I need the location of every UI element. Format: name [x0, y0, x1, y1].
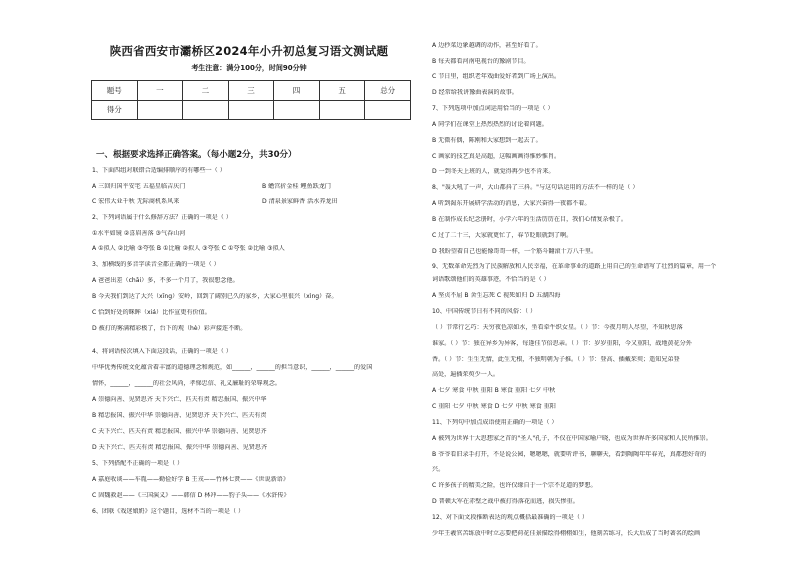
option-line: A 听到渴东开展研学活动的消息，大家兴奋得一夜都不着。 — [432, 200, 591, 207]
question-line: 2、下列词语属于什么修辞方法？正确的一项是（ ） — [92, 214, 232, 221]
option-line: B 蟾宫折金桂 鲤鱼跃龙门 — [262, 183, 331, 190]
option-line: C 恰到好处的眯眸（xiá）比作宣更有价值。 — [92, 309, 211, 316]
question-line: 3、加横线的多音字读音全都正确的一项是（ ） — [92, 261, 220, 268]
score-table-header-row — [92, 81, 411, 101]
score-cell: 三 — [228, 81, 274, 101]
option-line: C 重阳 七夕 中秋 寒食 D 七夕 中秋 寒食 重阳 — [432, 403, 556, 410]
option-line: D 我盼望着自己也能像哥哥一样，一个筋斗翻滚十万八千里。 — [432, 248, 598, 255]
question-line: 谁家。（ ）节：独在异乡为异客，每逢佳节倍思亲。（ ）节：岁岁重阳，今又重阳，战地黄花分外 — [432, 340, 692, 347]
option-line: D 经常给我讲豫曲表演的故事。 — [432, 89, 518, 96]
question-line: 情怀，______，______的社会风尚，孝悌忠信、礼义廉耻的荣辱观念。 — [92, 380, 281, 387]
question-line: 高处，遍插茱萸少一人。 — [432, 371, 500, 378]
option-line: C 固魏救赵——《三国演义》——韩信 D 林冲——豹子头——《水浒传》 — [92, 492, 290, 499]
score-input-cell[interactable] — [365, 100, 411, 120]
score-cell: 四 — [274, 81, 320, 101]
option-line: D 清泉景家鲜香 活水养龙田 — [262, 198, 338, 205]
score-cell: 五 — [319, 81, 365, 101]
score-table-score-row — [92, 100, 411, 120]
option-line: A 崇德向善、见贤思齐 天下兴亡、匹夫有责 精忠报国、振兴中华 — [92, 396, 267, 403]
option-line: D 被打的雾满精彩极了，台下的观（hè）彩声接连不断。 — [92, 325, 247, 332]
question-line: 词语歌颂他们的英雄事迹，不恰当的是（ ） — [432, 276, 550, 283]
option-line: B 在制作成长纪念册时，小学六年的生活历历在目，我们心情复杂极了。 — [432, 216, 628, 223]
option-line: C 画家的技艺真是高超，这幅画画得惟妙惟肖。 — [432, 153, 561, 160]
option-line: A 嘉庭收谈——车胤——勤俭好学 B 王戎——竹林七贤——《世说新语》 — [92, 476, 289, 483]
option-line: A 三回归国平安宅 五福星临吉庆门 — [92, 183, 186, 190]
option-line: D 一到冬天上班的人，就觉得再少也不肯来。 — [432, 168, 555, 175]
option-line: C 宏伟大业千秋 无际商机系风来 — [92, 198, 180, 205]
question-line: 7、下列选项中加点词运用恰当的一项是（ ） — [432, 105, 554, 112]
option-line: A 七夕 寒食 中秋 重阳 B 寒食 重阳 七夕 中秋 — [432, 387, 556, 394]
score-input-cell[interactable] — [137, 100, 183, 120]
question-line: 10、中国传统节日有不同的风俗：（ ） — [432, 308, 537, 315]
score-cell: 二 — [183, 81, 229, 101]
option-line: D 天下兴亡、匹夫有责 精忠报国、振兴中华 崇德向善、见贤思齐 — [92, 444, 268, 451]
score-cell: 一 — [137, 81, 183, 101]
question-line: 9、无数革命先烈为了民族解放和人民幸福，在革命事业的道路上用自己的生命谱写了壮烈的篇章，用一个 — [432, 263, 717, 270]
question-line: 11、下列句中加点成语使用正确的一项是（ ） — [432, 419, 558, 426]
question-line: 6、团联《戏迷娘奶》这个题目，选材不当的一项是（ ） — [92, 508, 245, 515]
option-line: 兴。 — [432, 466, 445, 473]
score-input-cell[interactable] — [274, 100, 320, 120]
question-line: 4、将词语按次填入下面这段话，正确的一项是（ ） — [92, 348, 232, 355]
option-line: B 爷爷看旧录手打开，不是说公园，嗯嗯嗯，就要听评书，聊聊天，看到陶陶年年春光，真都想好奇的 — [432, 451, 707, 458]
score-cell: 题号 — [92, 81, 138, 101]
question-line: 12、对下面文段推断表达的观点概括最准确的一项是（ ） — [432, 514, 588, 521]
exam-notice: 考生注意：满分100分，时间90分钟 — [191, 64, 307, 72]
option-line: B 每天都看河南电视台的豫剧节目。 — [432, 58, 530, 65]
option-line: C 节日里，组织老年戏曲爱好者到广场上演出。 — [432, 73, 561, 80]
option-line: A 边抄菜边象越调的动作，甚至好看了。 — [432, 42, 542, 49]
option-line: B 无微有偶，陈刚和大家想到一起去了。 — [432, 137, 542, 144]
score-cell: 得分 — [92, 100, 138, 120]
score-input-cell[interactable] — [228, 100, 274, 120]
question-line: 1、下面四组对联错合适编排顺序的有哪些一（ ） — [92, 167, 226, 174]
paragraph-line: 少年王羲官苦练放中时立志要把荷花佳景描绘得栩栩如生，他刻苦练习，长大后成了当时著名的绘画 — [432, 530, 701, 537]
option-line: A 爸爸出差（chāi）多，不多一个月了，我很想念他。 — [92, 277, 239, 284]
option-line: A ①拟人 ②比喻 ③夸张 B ①比喻 ②拟人 ③夸张 C ①夸张 ②比喻 ③拟人 — [92, 245, 285, 252]
option-line: B 今天我们到达了大兴（xīng）安岭，回到了阔别已久的家乡，大家心里很兴（xìng）奋。 — [92, 293, 338, 300]
score-input-cell[interactable] — [183, 100, 229, 120]
question-line: （ ）节常行乞巧：天穷夜色凉如水，坐看牵牛织女星。（ ）节：今夜月明人尽望，不知秋思落 — [432, 324, 683, 331]
score-input-cell[interactable] — [319, 100, 365, 120]
option-line: A 同学们在课堂上热烈热烈的讨论着问题。 — [432, 121, 548, 128]
option-line: ①水平如镜 ②喜眉善落 ③气吞山河 — [92, 230, 186, 237]
option-line: A 坚贞不屈 B 舍生忘死 C 视死如归 D 五湖四海 — [432, 292, 561, 299]
option-line: C 许多孩子的精美之险，也许仅缘自于一个宗不足道的梦想。 — [432, 482, 597, 489]
option-line: D 普顿大军在赤壁之战中被打得落花而逃，损失惨重。 — [432, 498, 579, 505]
option-line: A 被列为世界十大思想家之首的"圣人"孔子，不仅在中国家喻户晓，也成为世界许多国家和人民所推崇。 — [432, 435, 712, 442]
section-heading: 一、根据要求选择正确答案。（每小题2分，共30分） — [96, 150, 297, 160]
question-line: 中华优秀传统文化蕴含着丰富的道德理念和规范，如______，______的担当意识，______，______的爱国 — [92, 364, 373, 371]
score-table — [91, 80, 411, 120]
question-line: 5、下列搭配不正确的一项是（ ） — [92, 460, 184, 467]
question-line: 香。（ ）节：生生无情，此生无根，不独明朝为子推。（ ）节：登高、插戴茱萸；遥知兄弟登 — [432, 356, 680, 363]
option-line: C 过了二十三，大家就更忙了，春节眨眼就到了啊。 — [432, 232, 573, 239]
question-line: 8、"轰大吼了一声，大山都抖了三抖。"与这句话运用的方法不一样的是（ ） — [432, 184, 639, 191]
option-line: C 天下兴亡、匹夫有责 精忠报国、振兴中华 崇德向善、见贤思齐 — [92, 428, 267, 435]
option-line: B 精忠报国、振兴中华 崇德向善、见贤思齐 天下兴亡、匹夫有责 — [92, 412, 267, 419]
exam-title: 陕西省西安市灞桥区2024年小升初总复习语文测试题 — [109, 44, 389, 58]
score-cell: 总分 — [365, 81, 411, 101]
